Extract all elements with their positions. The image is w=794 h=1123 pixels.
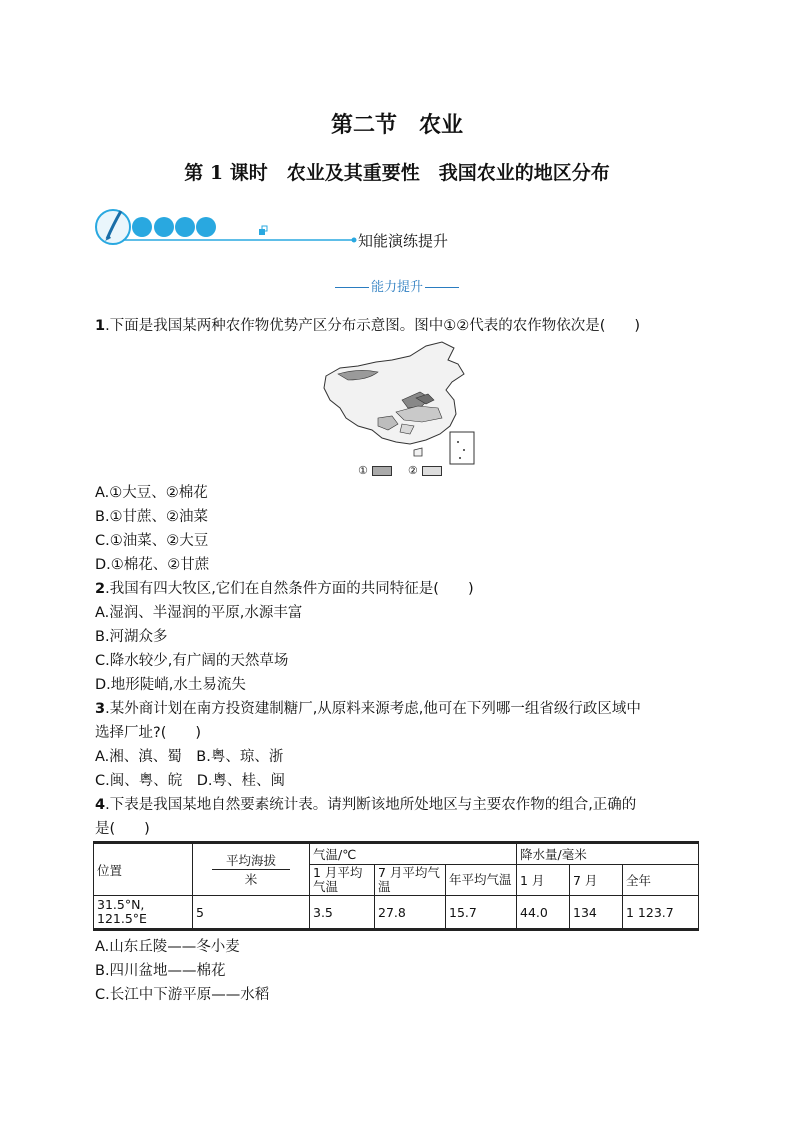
cell-year-temp: 15.7 — [446, 896, 517, 930]
data-table — [93, 841, 699, 931]
cell-jul-prec: 134 — [570, 896, 623, 930]
legend-1-swatch — [372, 466, 392, 476]
q1-option-c: C.①油菜、②大豆 — [95, 533, 209, 549]
q4-option-c: C.长江中下游平原——水稻 — [95, 987, 270, 1003]
legend-2-swatch — [422, 466, 442, 476]
q3-options-cd: C.闽、粤、皖 D.粤、桂、闽 — [95, 773, 286, 789]
q1-option-b: B.①甘蔗、②油菜 — [95, 509, 209, 525]
q4-option-b: B.四川盆地——棉花 — [95, 963, 226, 979]
header-jul-prec: 7 月 — [570, 865, 623, 896]
header-jan-prec: 1 月 — [517, 865, 570, 896]
cell-jul-temp: 27.8 — [375, 896, 446, 930]
question-3-cont: 选择厂址?( ) — [95, 725, 202, 741]
header-precipitation: 降水量/毫米 — [517, 843, 699, 865]
q3-options-ab: A.湘、滇、蜀 B.粤、琼、浙 — [95, 749, 284, 765]
header-altitude: $\frac{\text{平均海拔}}{\text{米}}$ — [193, 843, 310, 896]
cell-jan-prec: 44.0 — [517, 896, 570, 930]
q1-option-a: A.①大豆、②棉花 — [95, 485, 208, 501]
legend-1-label: ① — [358, 464, 368, 477]
q4-option-a: A.山东丘陵——冬小麦 — [95, 939, 240, 955]
q1-option-d: D.①棉花、②甘蔗 — [95, 557, 210, 573]
question-1: 1.下面是我国某两种农作物优势产区分布示意图。图中①②代表的农作物依次是( ) — [95, 318, 641, 334]
cell-year-prec: 1 123.7 — [623, 896, 699, 930]
q2-option-a: A.湿润、半湿润的平原,水源丰富 — [95, 605, 303, 621]
question-4: 4.下表是我国某地自然要素统计表。请判断该地所处地区与主要农作物的组合,正确的 — [95, 797, 637, 813]
header-year-prec: 全年 — [623, 865, 699, 896]
cell-altitude: 5 — [193, 896, 310, 930]
page-title: 第二节 农业 — [330, 112, 463, 138]
question-3: 3.某外商计划在南方投资建制糖厂,从原料来源考虑,他可在下列哪一组省级行政区域中 — [95, 701, 641, 717]
header-year-temp: 年平均气温 — [446, 865, 517, 896]
header-position: 位置 — [94, 843, 193, 896]
cell-position: 31.5°N, 121.5°E — [94, 896, 193, 930]
china-map-figure — [318, 338, 478, 480]
question-2: 2.我国有四大牧区,它们在自然条件方面的共同特征是( ) — [95, 581, 474, 597]
header-jan-temp: 1 月平均气温 — [310, 865, 375, 896]
page-subtitle: 第 1 课时 农业及其重要性 我国农业的地区分布 — [184, 162, 610, 184]
q2-option-d: D.地形陡峭,水土易流失 — [95, 677, 246, 693]
header-jul-temp: 7 月平均气温 — [375, 865, 446, 896]
header-temperature: 气温/℃ — [310, 843, 517, 865]
q2-option-c: C.降水较少,有广阔的天然草场 — [95, 653, 289, 669]
cell-jan-temp: 3.5 — [310, 896, 375, 930]
banner-label: 知能演练提升 — [358, 232, 449, 250]
question-4-cont: 是( ) — [95, 821, 150, 837]
legend-2-label: ② — [407, 464, 418, 477]
q2-option-b: B.河湖众多 — [95, 629, 168, 645]
section-label: 能力提升 — [0, 276, 794, 295]
